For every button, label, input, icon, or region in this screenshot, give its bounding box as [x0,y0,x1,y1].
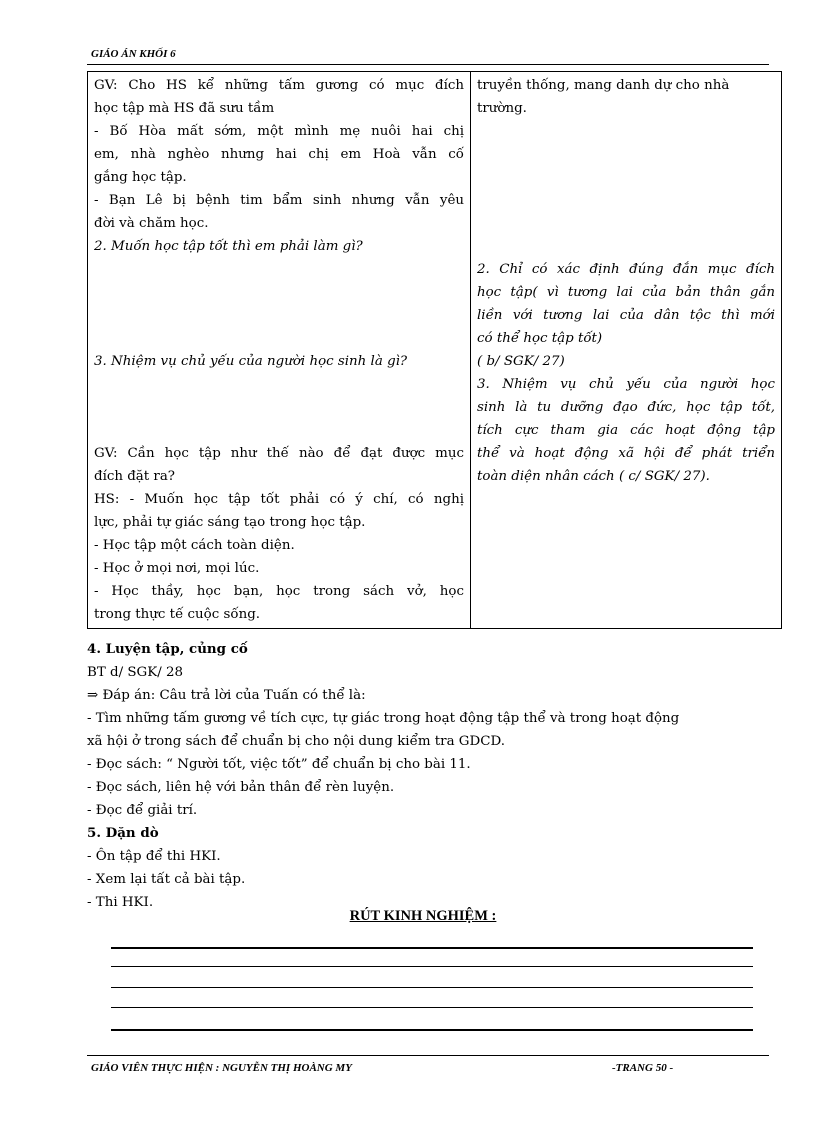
text-line: 2. Chỉ có xác định đúng đắn mục đích [477,262,775,277]
teacher-student-activity-cell [88,72,471,629]
text-line: 2. Muốn học tập tốt thì em phải làm gì? [94,239,363,254]
text-line: học tập( vì tương lai của bản thân gắn [477,285,775,300]
text-line: 3. Nhiệm vụ chủ yếu của người học sinh là gì? [94,354,408,369]
text-line: truyền thống, mang danh dự cho nhà [477,78,730,93]
text-line: sinh là tu dưỡng đạo đức, học tập tốt, [477,400,775,415]
blank-line [94,396,464,419]
note-line [111,1007,753,1008]
blank-line [477,212,775,235]
text-line: học tập mà HS đã sưu tầm [94,101,275,116]
practice-answer-line: - Đọc sách, liên hệ với bản thân để rèn luyện. [87,780,395,795]
text-line: tích cực tham gia các hoạt động tập [477,423,775,438]
text-line: - Học ở mọi nơi, mọi lúc. [94,561,260,576]
homework-item: - Ôn tập để thi HKI. [87,849,221,864]
practice-answer-line: - Đọc sách: “ Người tốt, việc tốt” để chuẩn bị cho bài 11. [87,757,471,772]
note-line [111,1029,753,1031]
blank-line [94,419,464,442]
text-line: HS: - Muốn học tập tốt phải có ý chí, có nghị [94,492,464,507]
text-line: ( b/ SGK/ 27) [477,354,565,369]
text-line: gắng học tập. [94,170,187,185]
text-line: GV: Cần học tập như thế nào để đạt được mục [94,446,464,461]
practice-exercise: BT d/ SGK/ 28 [87,665,184,680]
table-row [88,72,782,629]
text-line: lực, phải tự giác sáng tạo trong học tập. [94,515,366,530]
practice-heading: 4. Luyện tập, củng cố [87,641,248,657]
footer-teacher: GIÁO VIÊN THỰC HIỆN : NGUYỄN THỊ HOÀNG MY [91,1062,352,1074]
blank-line [94,258,464,281]
text-line: toàn diện nhân cách ( c/ SGK/ 27). [477,469,710,484]
blank-line [94,304,464,327]
text-line: đích đặt ra? [94,469,175,484]
practice-answer-line: xã hội ở trong sách để chuẩn bị cho nội dung kiểm tra GDCD. [87,734,505,749]
homework-item: - Xem lại tất cả bài tập. [87,872,246,887]
blank-line [477,189,775,212]
experience-title: RÚT KINH NGHIỆM : [349,908,497,924]
note-line [111,966,753,967]
practice-answer-line: - Tìm những tấm gương về tích cực, tự giác trong hoạt động tập thể và trong hoạt động [87,711,680,726]
blank-line [477,120,775,143]
text-line: liền với tương lai của dân tộc thì mới [477,308,775,323]
homework-item: - Thi HKI. [87,895,154,910]
text-line: 3. Nhiệm vụ chủ yếu của người học [477,377,775,392]
blank-line [477,166,775,189]
header-divider [87,64,769,65]
text-line: trường. [477,101,527,116]
content-cell [471,72,782,629]
text-line: thể và hoạt động xã hội để phát triển [477,446,775,461]
blank-line [94,327,464,350]
lesson-table [87,71,782,629]
blank-line [94,373,464,396]
page-header-title: GIÁO ÁN KHỐI 6 [91,48,176,60]
text-line: có thể học tập tốt) [477,331,603,346]
practice-answer-intro: ⇒ Đáp án: Câu trả lời của Tuấn có thể là: [87,688,366,703]
text-line: em, nhà nghèo nhưng hai chị em Hoà vẫn cố [94,147,464,162]
blank-line [94,281,464,304]
text-line: trong thực tế cuộc sống. [94,607,261,622]
homework-heading: 5. Dặn dò [87,825,159,841]
blank-line [477,235,775,258]
note-line [111,947,753,949]
text-line: - Học tập một cách toàn diện. [94,538,295,553]
footer-page-number: -TRANG 50 - [612,1062,674,1074]
post-table-section [87,638,777,914]
text-line: - Bạn Lê bị bệnh tim bẩm sinh nhưng vẫn yêu [94,193,464,208]
text-line: - Học thầy, học bạn, học trong sách vở, học [94,584,464,599]
blank-line [477,143,775,166]
practice-answer-line: - Đọc để giải trí. [87,803,198,818]
text-line: GV: Cho HS kể những tấm gương có mục đích [94,78,464,93]
footer-divider [87,1055,769,1056]
text-line: - Bố Hòa mất sớm, một mình mẹ nuôi hai chị [94,124,464,139]
note-line [111,987,753,988]
text-line: đời và chăm học. [94,216,209,231]
